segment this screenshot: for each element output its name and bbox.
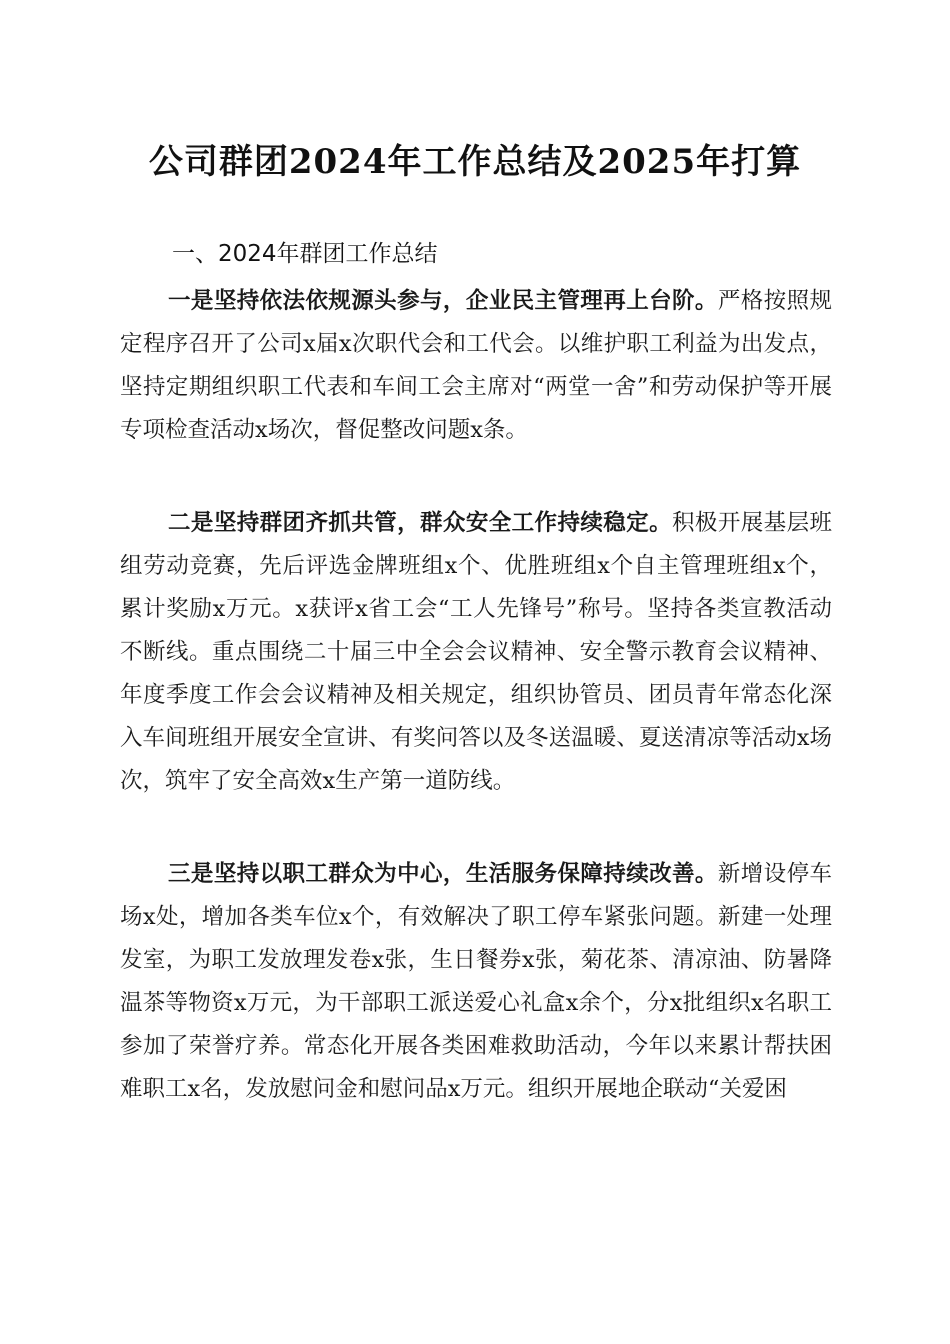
paragraph-2 bbox=[120, 502, 832, 803]
document-title: 公司群团2024年工作总结及2025年打算 bbox=[148, 142, 802, 182]
paragraph-2-body: 积极开展基层班组劳动竞赛，先后评选金牌班组x个、优胜班组x个自主管理班组x个，累计奖励x万元。x获评x省工会“工人先锋号”称号。坚持各类宣教活动不断线。重点围绕二十届三中全会会议精神、安全警示教育会议精神、年度季度工作会会议精神及相关规定，组织协管员、团员青年常态化深入车间班组开展安全宣讲、有奖问答以及冬送温暖、夏送清凉等活动x场次，筑牢了安全高效x生产第一道防线。 bbox=[120, 510, 832, 794]
paragraph-1-lead: 一是坚持依法依规源头参与，企业民主管理再上台阶。 bbox=[168, 288, 718, 314]
section-heading: 一、2024年群团工作总结 bbox=[172, 241, 438, 267]
paragraph-1 bbox=[120, 280, 832, 452]
paragraph-3-lead: 三是坚持以职工群众为中心，生活服务保障持续改善。 bbox=[168, 861, 718, 887]
paragraph-3-body: 新增设停车场x处，增加各类车位x个，有效解决了职工停车紧张问题。新建一处理发室，为职工发放理发卷x张，生日餐券x张，菊花茶、清凉油、防暑降温茶等物资x万元，为干部职工派送爱心礼盒x余个，分x批组织x名职工参加了荣誉疗养。常态化开展各类困难救助活动，今年以来累计帮扶困难职工x名，发放慰问金和慰问品x万元。组织开展地企联动“关爱困 bbox=[120, 861, 832, 1102]
paragraph-3 bbox=[120, 853, 832, 1111]
paragraph-1-body: 严格按照规定程序召开了公司x届x次职代会和工代会。以维护职工利益为出发点，坚持定期组织职工代表和车间工会主席对“两堂一舍”和劳动保护等开展专项检查活动x场次，督促整改问题x条。 bbox=[120, 288, 832, 443]
paragraph-2-lead: 二是坚持群团齐抓共管，群众安全工作持续稳定。 bbox=[168, 510, 673, 536]
